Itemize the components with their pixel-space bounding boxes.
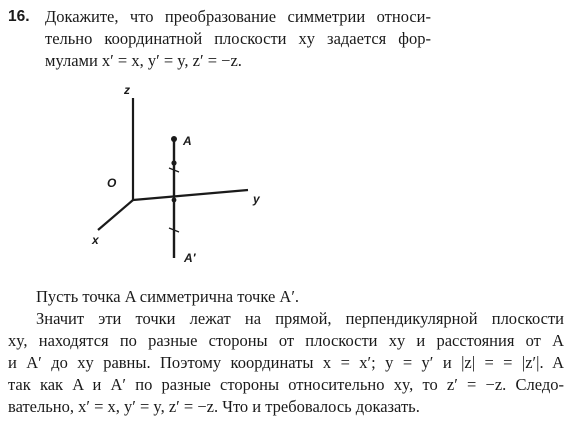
axis-y-label: y	[253, 192, 260, 206]
solution-line: Пусть точка A симметрична точке A′.	[36, 287, 300, 306]
x-axis	[98, 200, 133, 230]
point-mid-dot	[171, 160, 176, 165]
point-a-prime-label: A′	[184, 251, 196, 265]
coordinate-figure	[78, 82, 278, 282]
solution-line: так как A и A′ по разные стороны относительно xy, то z′ = −z. Следо-	[8, 375, 564, 394]
point-a-dot	[171, 136, 177, 142]
statement-line: тельно координатной плоскости xy задается фор-	[45, 29, 431, 48]
y-axis	[133, 190, 248, 200]
problem-statement	[45, 6, 431, 72]
axis-x-label: x	[92, 233, 99, 247]
solution-block	[8, 286, 564, 418]
solution-line: и A′ до xy равны. Поэтому координаты x = x′; y = y′ и |z| = = |z′|. A	[8, 353, 564, 372]
solution-line: xy, находятся по разные стороны от плоскости xy и расстояния от A	[8, 331, 564, 350]
coordinate-diagram	[78, 82, 278, 282]
origin-label: O	[107, 176, 117, 190]
solution-line: Значит эти точки лежат на прямой, перпендикулярной плоскости	[36, 309, 564, 328]
axis-z-label: z	[124, 83, 130, 97]
solution-line: вательно, x′ = x, y′ = y, z′ = −z. Что и требовалось доказать.	[8, 397, 420, 416]
problem-number: 16.	[8, 8, 30, 25]
point-a-label: A	[183, 134, 192, 148]
statement-line: Докажите, что преобразование симметрии относи-	[45, 7, 431, 26]
statement-line: мулами x′ = x, y′ = y, z′ = −z.	[45, 51, 242, 70]
point-on-plane-dot	[172, 198, 177, 203]
